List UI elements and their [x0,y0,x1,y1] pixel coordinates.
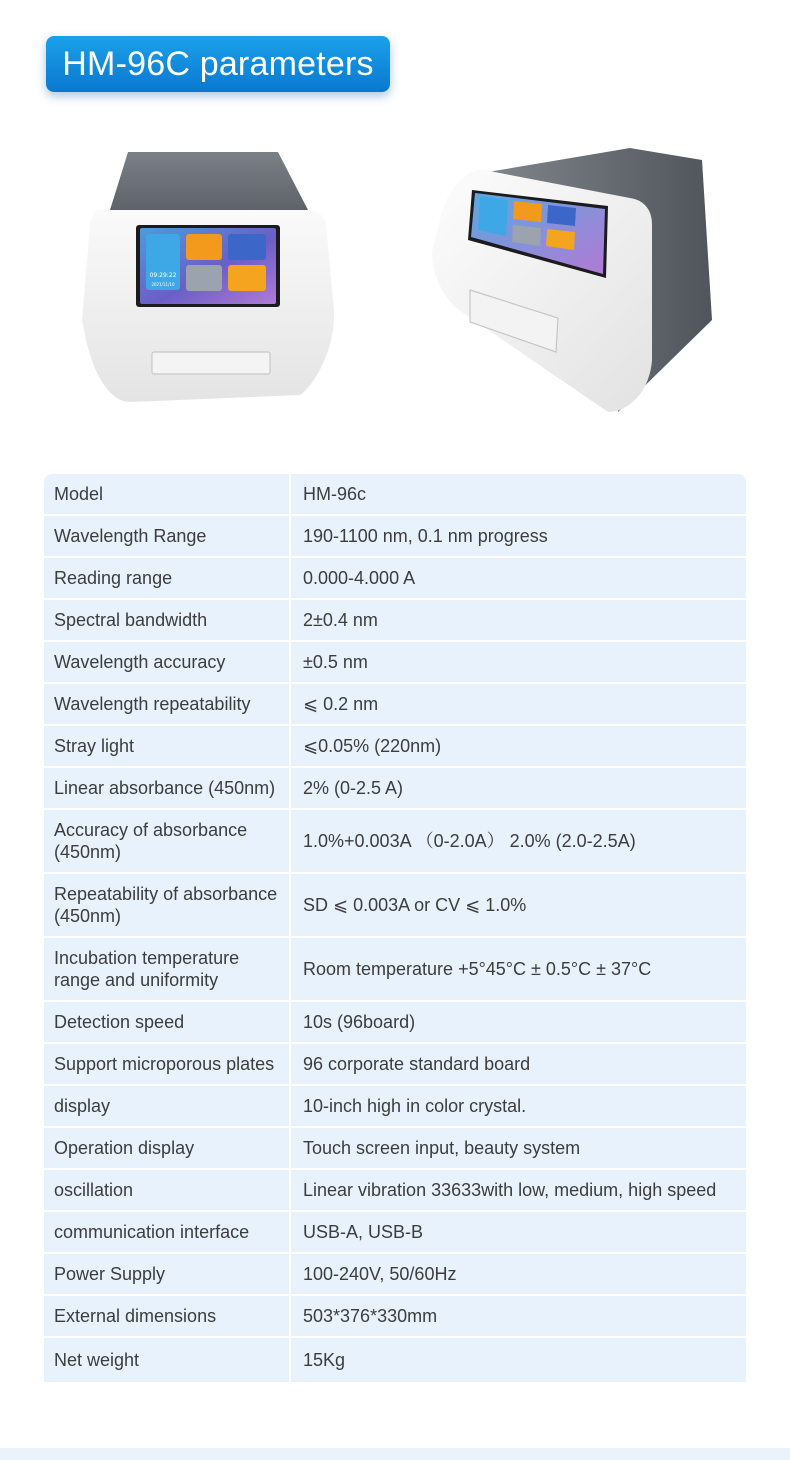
table-row [44,1170,746,1212]
spec-value: SD ⩽ 0.003A or CV ⩽ 1.0% [291,874,746,936]
spec-label: Operation display [44,1128,289,1168]
specifications-table [44,474,746,1388]
table-row [44,600,746,642]
spec-value: 2±0.4 nm [291,600,746,640]
spec-label: communication interface [44,1212,289,1252]
spec-value: 503*376*330mm [291,1296,746,1336]
spec-value: ±0.5 nm [291,642,746,682]
table-row [44,1296,746,1338]
spec-label: Net weight [44,1338,289,1382]
spec-value: 190-1100 nm, 0.1 nm progress [291,516,746,556]
table-row [44,1212,746,1254]
spec-label: Model [44,474,289,514]
spec-value: 10s (96board) [291,1002,746,1042]
spec-value: 100-240V, 50/60Hz [291,1254,746,1294]
spec-value: HM-96c [291,474,746,514]
table-row [44,1254,746,1296]
table-row [44,474,746,516]
spec-value: 96 corporate standard board [291,1044,746,1084]
table-row [44,938,746,1002]
product-image-front [80,140,340,410]
spec-label: External dimensions [44,1296,289,1336]
table-row [44,726,746,768]
spec-value: 15Kg [291,1338,746,1382]
table-row [44,516,746,558]
spec-label: Spectral bandwidth [44,600,289,640]
table-row [44,684,746,726]
table-row [44,1002,746,1044]
product-image-angled [430,140,720,420]
spec-label: Power Supply [44,1254,289,1294]
spec-value: Room temperature +5°45°C ± 0.5°C ± 37°C [291,938,746,1000]
spec-label: Linear absorbance (450nm) [44,768,289,808]
spec-value: ⩽ 0.2 nm [291,684,746,724]
table-row [44,1128,746,1170]
spec-label: Wavelength accuracy [44,642,289,682]
spec-value: 10-inch high in color crystal. [291,1086,746,1126]
spec-label: Wavelength Range [44,516,289,556]
spec-value: 1.0%+0.003A （0-2.0A） 2.0% (2.0-2.5A) [291,810,746,872]
spec-label: display [44,1086,289,1126]
spec-label: oscillation [44,1170,289,1210]
table-row [44,558,746,600]
spec-value: 2% (0-2.5 A) [291,768,746,808]
spec-label: Wavelength repeatability [44,684,289,724]
spec-label: Support microporous plates [44,1044,289,1084]
table-row [44,768,746,810]
spec-label: Detection speed [44,1002,289,1042]
table-row [44,1086,746,1128]
spec-value: 0.000-4.000 A [291,558,746,598]
spec-value: USB-A, USB-B [291,1212,746,1252]
spec-label: Repeatability of absorbance (450nm) [44,874,289,936]
table-row [44,874,746,938]
spec-value: ⩽0.05% (220nm) [291,726,746,766]
spec-value: Touch screen input, beauty system [291,1128,746,1168]
spec-label: Reading range [44,558,289,598]
spec-label: Stray light [44,726,289,766]
spec-value: Linear vibration 33633with low, medium, high speed [291,1170,746,1210]
spec-label: Incubation temperature range and uniformity [44,938,289,1000]
spec-label: Accuracy of absorbance (450nm) [44,810,289,872]
table-row [44,810,746,874]
page-title: HM-96C parameters [46,36,390,92]
table-row [44,1044,746,1086]
footer-band [0,1448,790,1460]
screen-date: 2021/11/10 [151,282,175,287]
table-row [44,1338,746,1382]
screen-clock: 09:29:22 [149,272,177,279]
table-row [44,642,746,684]
